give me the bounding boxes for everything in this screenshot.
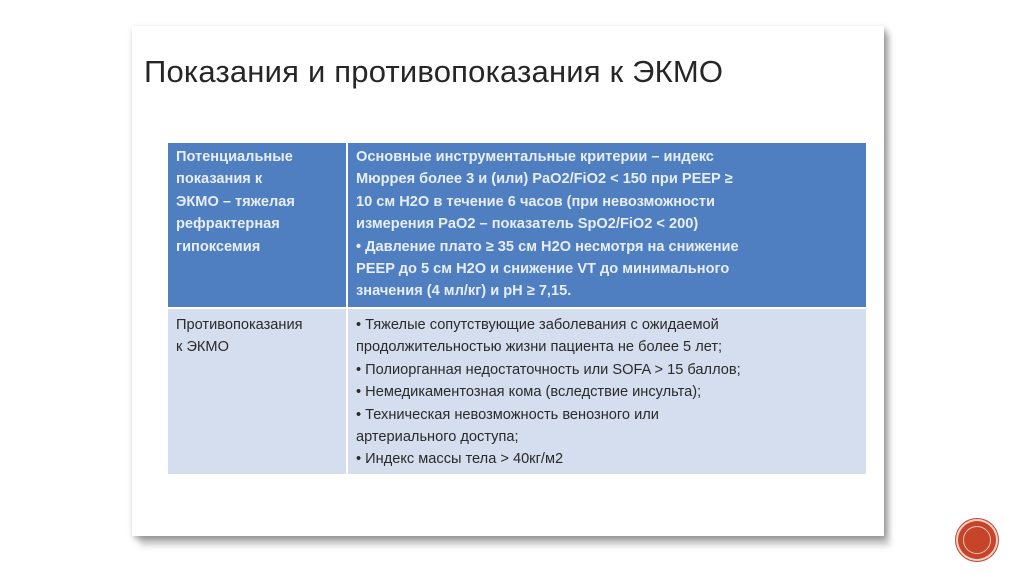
cell-line: PEEP до 5 см H2O и снижение VT до минимального [356,261,730,278]
cell-line: Мюррея более 3 и (или) PaO2/FiO2 < 150 при PEEP ≥ [356,171,733,188]
cell-line: • Техническая невозможность венозного или [356,406,659,423]
cell-line: Противопоказания [176,317,303,333]
indications-content-cell [347,143,866,308]
cell-line: ЭКМО – тяжелая [176,193,295,210]
cell-line: гипоксемия [176,238,261,255]
cell-line: • Полиорганная недостаточность или SOFA > 15 баллов; [356,361,741,378]
cell-line: продолжительностью жизни пациента не более 5 лет; [356,339,723,356]
contraindications-label-cell [168,308,347,474]
criteria-table [168,143,866,474]
cell-line: измерения PaO2 – показатель SpO2/FiO2 < 200) [356,216,699,233]
table-row-indications [168,143,866,308]
slide-title: Показания и противопоказания к ЭКМО [144,54,724,89]
cell-line: Потенциальные [176,149,293,165]
cell-line: артериального доступа; [356,429,519,446]
cell-line: • Немедикаментозная кома (вследствие инсульта); [356,384,702,401]
cell-line: показания к [176,171,263,188]
circle-nav-icon[interactable] [958,521,996,559]
table-row-contraindications [168,308,866,474]
circle-nav-inner-ring [963,526,991,554]
cell-line: 10 см H2O в течение 6 часов (при невозможности [356,193,715,210]
indications-label-cell [168,143,347,308]
cell-line: рефрактерная [176,216,280,233]
cell-line: • Индекс массы тела > 40кг/м2 [356,451,564,468]
cell-line: • Давление плато ≥ 35 см H2O несмотря на снижение [356,238,739,255]
cell-line: Основные инструментальные критерии – индекс [356,149,714,165]
cell-line: • Тяжелые сопутствующие заболевания с ожидаемой [356,317,719,333]
contraindications-content-cell [347,308,866,474]
cell-line: к ЭКМО [176,339,229,356]
cell-line: значения (4 мл/кг) и pH ≥ 7,15. [356,283,572,300]
slide [132,26,884,536]
